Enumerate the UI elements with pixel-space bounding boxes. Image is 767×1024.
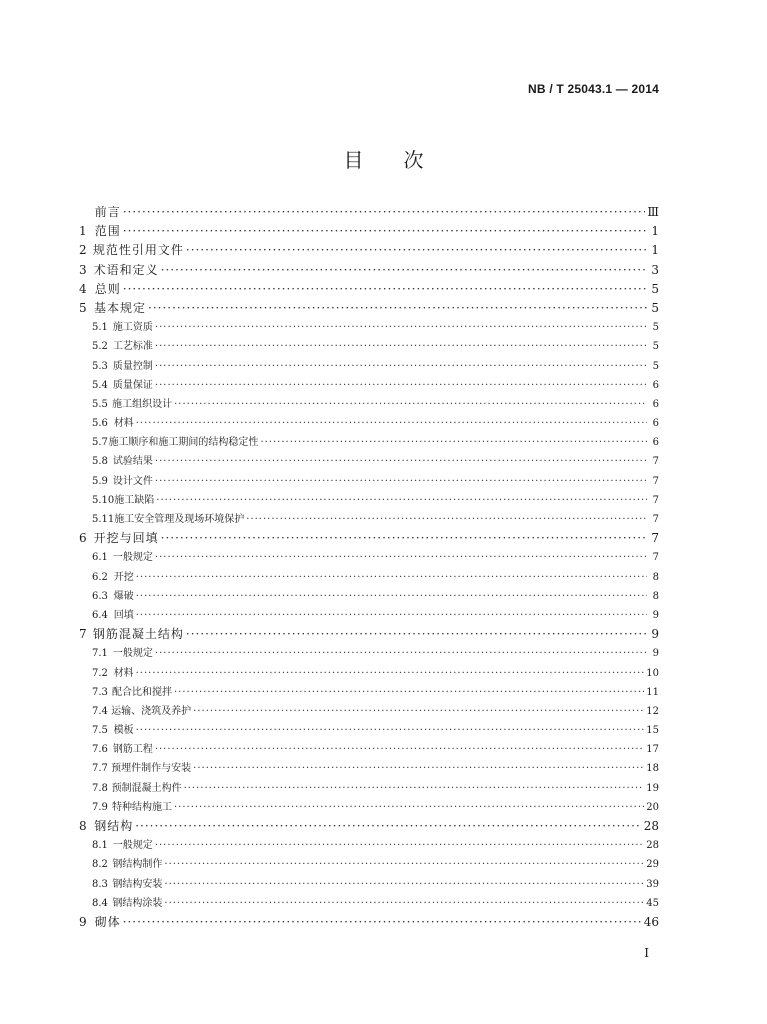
toc-entry[interactable] — [79, 779, 659, 798]
toc-entry-title: 材料 — [113, 667, 134, 679]
toc-entry-page: 39 — [646, 878, 659, 890]
toc-entry[interactable] — [79, 222, 659, 241]
toc-entry-number: 5.3 — [92, 360, 108, 372]
toc-entry-page: 28 — [646, 840, 659, 852]
toc-entry-number: 3 — [79, 262, 87, 277]
table-of-contents — [79, 203, 659, 932]
toc-entry-page: 9 — [652, 648, 659, 660]
toc-entry-title: 工艺标准 — [112, 341, 153, 353]
toc-entry-page: 5 — [652, 360, 659, 372]
toc-entry[interactable] — [79, 702, 659, 721]
toc-entry-number: 6.1 — [92, 552, 108, 564]
toc-dot-leader — [136, 568, 647, 587]
toc-entry[interactable] — [79, 817, 659, 836]
toc-entry-title: 模板 — [113, 725, 134, 737]
toc-dot-leader — [136, 664, 645, 683]
toc-entry-title: 材料 — [113, 418, 134, 430]
toc-entry-number: 7.7 — [92, 763, 108, 775]
toc-entry-title: 施工缺陷 — [114, 494, 155, 506]
page-title: 目次 — [343, 148, 464, 172]
toc-entry[interactable] — [79, 491, 659, 510]
toc-dot-leader — [186, 241, 647, 260]
toc-entry-page: 5 — [651, 281, 659, 296]
toc-entry-number: 5.4 — [92, 379, 108, 391]
toc-entry-number: 6 — [79, 531, 87, 546]
toc-dot-leader — [136, 587, 647, 606]
toc-dot-leader — [174, 798, 644, 817]
toc-entry-number: 5.1 — [92, 322, 108, 334]
toc-entry-title: 施工组织设计 — [112, 398, 173, 410]
toc-entry-page: 28 — [643, 819, 659, 833]
toc-dot-leader — [155, 836, 644, 855]
toc-entry-page: 6 — [652, 379, 659, 391]
toc-entry-number: 7.6 — [92, 744, 108, 756]
toc-dot-leader — [184, 779, 645, 798]
toc-dot-leader — [260, 433, 647, 452]
standard-code: NB / T 25043.1 — 2014 — [528, 82, 659, 96]
page-number: I — [644, 946, 649, 960]
toc-entry-title: 施工安全管理及现场环境保护 — [114, 514, 245, 525]
toc-entry-title: 预埋件制作与安装 — [111, 763, 192, 775]
toc-entry-title: 规范性引用文件 — [92, 243, 184, 258]
toc-entry-page: 7 — [651, 531, 659, 546]
toc-dot-leader — [161, 261, 647, 280]
toc-dot-leader — [123, 222, 647, 241]
toc-entry-number: 5.8 — [92, 456, 108, 468]
toc-dot-leader — [193, 759, 644, 778]
toc-dot-leader — [155, 452, 647, 471]
toc-dot-leader — [123, 203, 646, 222]
toc-entry-title: 开挖 — [113, 571, 134, 583]
toc-entry-page: 20 — [646, 801, 659, 813]
toc-entry-number: 4 — [79, 281, 87, 296]
toc-entry-page: 3 — [651, 262, 659, 277]
toc-entry[interactable] — [79, 798, 659, 817]
toc-entry[interactable] — [79, 529, 659, 548]
toc-entry-page: 18 — [646, 763, 659, 775]
toc-entry-title: 设计文件 — [112, 475, 153, 487]
toc-entry[interactable] — [79, 472, 659, 491]
toc-dot-leader — [174, 395, 647, 414]
toc-dot-leader — [246, 510, 647, 529]
toc-dot-leader — [148, 299, 647, 318]
toc-entry-page: 5 — [651, 300, 659, 315]
toc-entry-page: 19 — [646, 782, 659, 794]
toc-entry-page: 9 — [651, 627, 659, 642]
toc-entry-page: 6 — [652, 437, 659, 449]
toc-entry-title: 钢结构安装 — [112, 878, 163, 890]
toc-dot-leader — [155, 548, 647, 567]
toc-entry[interactable] — [79, 318, 659, 337]
toc-entry-number: 5.2 — [92, 341, 108, 353]
toc-entry[interactable] — [79, 357, 659, 376]
toc-entry-title: 运输、浇筑及养护 — [111, 705, 192, 717]
toc-entry-title: 前言 — [94, 205, 121, 219]
toc-dot-leader — [155, 376, 647, 395]
toc-entry-number: 5.11 — [92, 514, 115, 525]
toc-entry[interactable] — [79, 203, 659, 222]
toc-dot-leader — [164, 894, 644, 913]
toc-entry-page: 6 — [652, 418, 659, 430]
toc-entry-title: 钢结构制作 — [112, 859, 163, 871]
toc-entry-page: 15 — [646, 725, 659, 737]
toc-entry[interactable] — [79, 683, 659, 702]
toc-entry-page: 8 — [652, 590, 659, 602]
toc-entry[interactable] — [79, 548, 659, 567]
toc-entry-title: 范围 — [94, 224, 121, 239]
toc-entry-title: 预制混凝土构件 — [111, 782, 182, 794]
toc-entry[interactable] — [79, 740, 659, 759]
toc-entry-page: 1 — [651, 224, 659, 239]
toc-entry-number: 6.2 — [92, 571, 108, 583]
toc-entry-number: 2 — [79, 243, 87, 258]
toc-entry[interactable] — [79, 280, 659, 299]
toc-entry-page: 7 — [652, 494, 659, 506]
toc-entry[interactable] — [79, 299, 659, 318]
toc-entry-title: 施工顺序和施工期间的结构稳定性 — [108, 437, 259, 449]
toc-entry[interactable] — [79, 433, 659, 452]
toc-entry-page: 5 — [652, 341, 659, 353]
toc-entry-page: 8 — [652, 571, 659, 583]
toc-entry-page: 9 — [652, 609, 659, 621]
toc-dot-leader — [186, 625, 647, 644]
toc-entry-number: 7.2 — [92, 667, 108, 679]
toc-entry-page: 6 — [652, 398, 659, 410]
toc-entry-number: 6.4 — [92, 609, 108, 621]
toc-dot-leader — [136, 721, 645, 740]
toc-entry[interactable] — [79, 241, 659, 260]
toc-entry[interactable] — [79, 261, 659, 280]
toc-entry-title: 钢结构涂装 — [112, 897, 163, 909]
toc-dot-leader — [164, 875, 644, 894]
toc-entry[interactable] — [79, 875, 659, 894]
toc-entry-title: 一般规定 — [112, 840, 153, 852]
toc-entry-title: 开挖与回填 — [93, 531, 159, 546]
toc-entry-number: 5.9 — [92, 475, 108, 487]
toc-entry-number: 7.1 — [92, 648, 108, 660]
toc-entry-title: 基本规定 — [94, 300, 147, 315]
toc-entry-number: 5.10 — [92, 494, 115, 506]
toc-entry[interactable] — [79, 337, 659, 356]
toc-entry[interactable] — [79, 644, 659, 663]
toc-entry-page: 45 — [646, 897, 659, 909]
toc-entry-page: 7 — [652, 552, 659, 564]
toc-entry-number: 7.5 — [92, 725, 108, 737]
toc-entry-title: 一般规定 — [112, 552, 153, 564]
toc-entry[interactable] — [79, 452, 659, 471]
toc-entry-page: 46 — [643, 914, 659, 929]
toc-entry-number: 5 — [79, 300, 87, 315]
toc-entry-number: 7.8 — [92, 782, 108, 794]
toc-entry-number: 8.2 — [92, 859, 108, 871]
toc-dot-leader — [155, 318, 647, 337]
toc-entry-title: 砌体 — [94, 914, 121, 929]
toc-entry[interactable] — [79, 568, 659, 587]
toc-dot-leader — [123, 913, 642, 932]
toc-entry-number: 8.3 — [92, 878, 108, 890]
toc-entry-page: 10 — [646, 667, 659, 679]
toc-entry-page: 1 — [651, 243, 659, 258]
toc-entry-title: 特种结构施工 — [111, 801, 172, 813]
toc-entry[interactable] — [79, 664, 659, 683]
toc-dot-leader — [155, 644, 647, 663]
toc-entry-title: 质量控制 — [112, 360, 153, 372]
toc-entry[interactable] — [79, 587, 659, 606]
toc-dot-leader — [155, 740, 644, 759]
toc-entry-page: 17 — [646, 744, 659, 756]
toc-entry-number: 6.3 — [92, 590, 108, 602]
toc-entry-title: 配合比和搅拌 — [111, 686, 172, 698]
toc-dot-leader — [164, 855, 644, 874]
toc-dot-leader — [155, 472, 647, 491]
toc-entry-title: 总则 — [94, 281, 121, 296]
toc-entry-title: 钢筋混凝土结构 — [92, 627, 184, 642]
toc-entry-number: 7.9 — [92, 801, 108, 813]
toc-entry-number: 9 — [79, 914, 87, 929]
toc-dot-leader — [155, 357, 647, 376]
toc-entry-title: 试验结果 — [112, 456, 153, 468]
toc-entry[interactable] — [79, 721, 659, 740]
toc-entry-page: 7 — [652, 456, 659, 468]
toc-entry[interactable] — [79, 414, 659, 433]
toc-entry-number: 8 — [79, 819, 87, 833]
toc-dot-leader — [174, 683, 644, 702]
toc-entry-number: 5.6 — [92, 418, 108, 430]
toc-dot-leader — [155, 337, 647, 356]
toc-entry-number: 7.4 — [92, 705, 108, 717]
toc-entry[interactable] — [79, 836, 659, 855]
toc-entry[interactable] — [79, 759, 659, 778]
toc-dot-leader — [135, 817, 641, 836]
toc-entry-number: 5.5 — [92, 398, 108, 410]
toc-entry-title: 钢结构 — [94, 819, 134, 833]
toc-dot-leader — [123, 280, 647, 299]
toc-dot-leader — [193, 702, 644, 721]
toc-dot-leader — [156, 491, 647, 510]
toc-entry-page: 7 — [652, 475, 659, 487]
toc-entry-number: 5.7 — [92, 437, 108, 449]
toc-dot-leader — [161, 529, 647, 548]
toc-dot-leader — [136, 606, 647, 625]
toc-entry-title: 爆破 — [113, 590, 134, 602]
toc-entry-number: 7 — [79, 627, 87, 642]
toc-entry[interactable] — [79, 894, 659, 913]
toc-entry-number: 7.3 — [92, 686, 108, 698]
toc-entry-page: 5 — [652, 322, 659, 334]
toc-entry-title: 回填 — [113, 609, 134, 621]
toc-entry[interactable] — [79, 376, 659, 395]
toc-entry-page: Ⅲ — [647, 205, 659, 219]
toc-entry-title: 施工资质 — [112, 322, 153, 334]
toc-entry[interactable] — [79, 625, 659, 644]
toc-entry-page: 29 — [646, 859, 659, 871]
toc-entry-title: 一般规定 — [112, 648, 153, 660]
toc-entry-page: 11 — [646, 686, 659, 698]
toc-entry[interactable] — [79, 606, 659, 625]
toc-entry-number: 1 — [79, 224, 87, 239]
toc-entry-number: 8.1 — [92, 840, 108, 852]
toc-entry-title: 质量保证 — [112, 379, 153, 391]
toc-entry-title: 钢筋工程 — [112, 744, 153, 756]
toc-dot-leader — [136, 414, 647, 433]
toc-entry-number: 8.4 — [92, 897, 108, 909]
toc-entry[interactable] — [79, 855, 659, 874]
toc-entry[interactable] — [79, 395, 659, 414]
toc-entry[interactable] — [79, 510, 659, 529]
toc-entry-page: 12 — [646, 705, 659, 717]
toc-entry-page: 7 — [652, 514, 659, 525]
toc-entry-title: 术语和定义 — [93, 262, 159, 277]
toc-entry[interactable] — [79, 913, 659, 932]
